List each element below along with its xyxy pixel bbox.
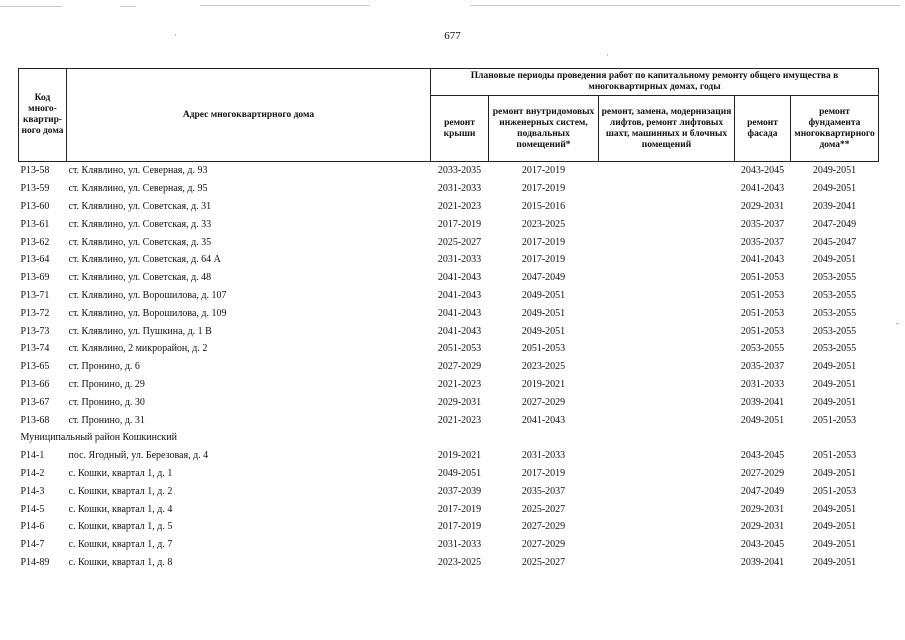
roof-period: 2021-2023 bbox=[437, 200, 482, 212]
foundation-period: 2047-2049 bbox=[812, 218, 857, 230]
house-code: Р13-62 bbox=[20, 236, 50, 248]
table-row bbox=[19, 215, 879, 233]
table-row bbox=[19, 233, 879, 251]
scan-artifact-line bbox=[120, 6, 136, 7]
facade-period: 2053-2055 bbox=[740, 343, 785, 355]
table-row bbox=[19, 554, 879, 572]
lifts-period bbox=[599, 304, 735, 322]
house-address: с. Кошки, квартал 1, д. 1 bbox=[68, 467, 173, 479]
house-address: ст. Пронино, д. 31 bbox=[68, 414, 145, 426]
house-code: Р14-3 bbox=[20, 485, 45, 497]
facade-period: 2041-2043 bbox=[740, 254, 785, 266]
house-code: Р13-60 bbox=[20, 200, 50, 212]
lifts-period bbox=[599, 447, 735, 465]
lifts-period bbox=[599, 465, 735, 483]
house-code: Р13-61 bbox=[20, 218, 50, 230]
roof-period: 2017-2019 bbox=[437, 503, 482, 515]
house-address: ст. Клявлино, ул. Ворошилова, д. 109 bbox=[68, 307, 227, 319]
foundation-period: 2053-2055 bbox=[812, 289, 857, 301]
house-code: Р13-65 bbox=[20, 361, 50, 373]
house-address: ст. Клявлино, ул. Советская, д. 35 bbox=[68, 236, 212, 248]
roof-period: 2041-2043 bbox=[437, 307, 482, 319]
house-code: Р14-2 bbox=[20, 467, 45, 479]
roof-period: 2033-2035 bbox=[437, 165, 482, 177]
facade-period: 2035-2037 bbox=[740, 218, 785, 230]
house-code: Р13-67 bbox=[20, 396, 50, 408]
section-row bbox=[19, 429, 879, 447]
systems-period: 2015-2016 bbox=[521, 200, 566, 212]
lifts-period bbox=[599, 180, 735, 198]
foundation-period: 2053-2055 bbox=[812, 325, 857, 337]
page-number: 677 bbox=[444, 30, 461, 42]
systems-period: 2017-2019 bbox=[521, 165, 566, 177]
lifts-period bbox=[599, 358, 735, 376]
house-code: Р13-72 bbox=[20, 307, 50, 319]
roof-period: 2041-2043 bbox=[437, 272, 482, 284]
foundation-period: 2045-2047 bbox=[812, 236, 857, 248]
table-row bbox=[19, 269, 879, 287]
systems-period: 2027-2029 bbox=[521, 539, 566, 551]
house-code: Р13-74 bbox=[20, 343, 50, 355]
facade-period: 2029-2031 bbox=[740, 521, 785, 533]
roof-period: 2031-2033 bbox=[437, 183, 482, 195]
roof-period: 2037-2039 bbox=[437, 485, 482, 497]
header-address: Адрес многоквартирного дома bbox=[67, 69, 431, 162]
systems-period: 2023-2025 bbox=[521, 218, 566, 230]
lifts-period bbox=[599, 482, 735, 500]
foundation-period: 2049-2051 bbox=[812, 378, 857, 390]
table-row bbox=[19, 500, 879, 518]
systems-period: 2027-2029 bbox=[521, 521, 566, 533]
scan-speck: - bbox=[896, 318, 899, 328]
house-code: Р13-58 bbox=[20, 165, 50, 177]
facade-period: 2049-2051 bbox=[740, 414, 785, 426]
house-code: Р13-68 bbox=[20, 414, 50, 426]
table-row bbox=[19, 447, 879, 465]
lifts-period bbox=[599, 518, 735, 536]
table-row bbox=[19, 322, 879, 340]
roof-period: 2025-2027 bbox=[437, 236, 482, 248]
facade-period: 2035-2037 bbox=[740, 236, 785, 248]
lifts-period bbox=[599, 536, 735, 554]
table-row bbox=[19, 536, 879, 554]
foundation-period: 2051-2053 bbox=[812, 450, 857, 462]
roof-period: 2031-2033 bbox=[437, 254, 482, 266]
foundation-period: 2049-2051 bbox=[812, 467, 857, 479]
facade-period: 2039-2041 bbox=[740, 396, 785, 408]
systems-period: 2023-2025 bbox=[521, 361, 566, 373]
facade-period: 2043-2045 bbox=[740, 539, 785, 551]
header-foundation: ремонт фундамента многоквартирного дома** bbox=[791, 96, 879, 162]
foundation-period: 2049-2051 bbox=[812, 539, 857, 551]
facade-period: 2035-2037 bbox=[740, 361, 785, 373]
foundation-period: 2049-2051 bbox=[812, 165, 857, 177]
house-address: с. Кошки, квартал 1, д. 2 bbox=[68, 485, 173, 497]
facade-period: 2051-2053 bbox=[740, 307, 785, 319]
house-address: ст. Клявлино, ул. Пушкина, д. 1 В bbox=[68, 325, 212, 337]
roof-period: 2023-2025 bbox=[437, 556, 482, 568]
house-address: с. Кошки, квартал 1, д. 7 bbox=[68, 539, 173, 551]
systems-period: 2027-2029 bbox=[521, 396, 566, 408]
house-address: ст. Клявлино, 2 микрорайон, д. 2 bbox=[68, 343, 208, 355]
house-address: ст. Клявлино, ул. Советская, д. 33 bbox=[68, 218, 212, 230]
house-code: Р13-66 bbox=[20, 378, 50, 390]
house-code: Р14-6 bbox=[20, 521, 45, 533]
house-address: с. Кошки, квартал 1, д. 8 bbox=[68, 556, 173, 568]
house-code: Р13-71 bbox=[20, 289, 50, 301]
foundation-period: 2049-2051 bbox=[812, 503, 857, 515]
roof-period: 2029-2031 bbox=[437, 396, 482, 408]
table-row bbox=[19, 162, 879, 180]
facade-period: 2029-2031 bbox=[740, 200, 785, 212]
lifts-period bbox=[599, 269, 735, 287]
lifts-period bbox=[599, 322, 735, 340]
header-code: Код много-квартир-ного дома bbox=[19, 69, 67, 162]
facade-period: 2041-2043 bbox=[740, 183, 785, 195]
systems-period: 2019-2021 bbox=[521, 378, 566, 390]
table-row bbox=[19, 304, 879, 322]
facade-period: 2047-2049 bbox=[740, 485, 785, 497]
house-code: Р13-73 bbox=[20, 325, 50, 337]
foundation-period: 2053-2055 bbox=[812, 272, 857, 284]
house-address: ст. Клявлино, ул. Советская, д. 64 А bbox=[68, 254, 221, 266]
facade-period: 2051-2053 bbox=[740, 289, 785, 301]
table-row bbox=[19, 180, 879, 198]
table-row bbox=[19, 518, 879, 536]
facade-period: 2039-2041 bbox=[740, 556, 785, 568]
lifts-period bbox=[599, 411, 735, 429]
foundation-period: 2051-2053 bbox=[812, 414, 857, 426]
lifts-period bbox=[599, 376, 735, 394]
capital-repair-table bbox=[18, 68, 879, 571]
house-code: Р13-59 bbox=[20, 183, 50, 195]
foundation-period: 2049-2051 bbox=[812, 361, 857, 373]
table-row bbox=[19, 482, 879, 500]
systems-period: 2049-2051 bbox=[521, 307, 566, 319]
roof-period: 2017-2019 bbox=[437, 218, 482, 230]
systems-period: 2041-2043 bbox=[521, 414, 566, 426]
table-row bbox=[19, 287, 879, 305]
table-row bbox=[19, 340, 879, 358]
systems-period: 2051-2053 bbox=[521, 343, 566, 355]
roof-period: 2049-2051 bbox=[437, 467, 482, 479]
facade-period: 2043-2045 bbox=[740, 165, 785, 177]
table-row bbox=[19, 358, 879, 376]
foundation-period: 2049-2051 bbox=[812, 556, 857, 568]
header-periods-title: Плановые периоды проведения работ по капитальному ремонту общего имущества в многоквартирных домах, годы bbox=[431, 69, 879, 96]
house-code: Р13-64 bbox=[20, 254, 50, 266]
facade-period: 2029-2031 bbox=[740, 503, 785, 515]
roof-period: 2017-2019 bbox=[437, 521, 482, 533]
table-row bbox=[19, 198, 879, 216]
facade-period: 2043-2045 bbox=[740, 450, 785, 462]
foundation-period: 2049-2051 bbox=[812, 396, 857, 408]
systems-period: 2025-2027 bbox=[521, 503, 566, 515]
house-code: Р13-69 bbox=[20, 272, 50, 284]
foundation-period: 2051-2053 bbox=[812, 485, 857, 497]
lifts-period bbox=[599, 215, 735, 233]
lifts-period bbox=[599, 233, 735, 251]
house-code: Р14-89 bbox=[20, 556, 50, 568]
lifts-period bbox=[599, 162, 735, 180]
header-engineering-systems: ремонт внутридомовых инженерных систем, подвальных помещений* bbox=[489, 96, 599, 162]
lifts-period bbox=[599, 198, 735, 216]
foundation-period: 2053-2055 bbox=[812, 307, 857, 319]
lifts-period bbox=[599, 393, 735, 411]
table-row bbox=[19, 393, 879, 411]
systems-period: 2049-2051 bbox=[521, 289, 566, 301]
facade-period: 2051-2053 bbox=[740, 272, 785, 284]
house-address: ст. Клявлино, ул. Северная, д. 95 bbox=[68, 183, 208, 195]
systems-period: 2017-2019 bbox=[521, 236, 566, 248]
house-code: Р14-7 bbox=[20, 539, 45, 551]
systems-period: 2017-2019 bbox=[521, 467, 566, 479]
roof-period: 2019-2021 bbox=[437, 450, 482, 462]
table-row bbox=[19, 411, 879, 429]
lifts-period bbox=[599, 340, 735, 358]
table-body bbox=[19, 162, 879, 572]
systems-period: 2017-2019 bbox=[521, 254, 566, 266]
scan-artifact-line bbox=[0, 6, 62, 7]
table-row bbox=[19, 465, 879, 483]
foundation-period: 2053-2055 bbox=[812, 343, 857, 355]
roof-period: 2031-2033 bbox=[437, 539, 482, 551]
house-address: пос. Ягодный, ул. Березовая, д. 4 bbox=[68, 450, 209, 462]
house-address: ст. Пронино, д. 29 bbox=[68, 378, 145, 390]
lifts-period bbox=[599, 554, 735, 572]
foundation-period: 2049-2051 bbox=[812, 521, 857, 533]
house-address: ст. Клявлино, ул. Советская, д. 31 bbox=[68, 200, 212, 212]
roof-period: 2021-2023 bbox=[437, 414, 482, 426]
house-address: ст. Клявлино, ул. Советская, д. 48 bbox=[68, 272, 212, 284]
systems-period: 2049-2051 bbox=[521, 325, 566, 337]
house-address: ст. Клявлино, ул. Ворошилова, д. 107 bbox=[68, 289, 227, 301]
systems-period: 2031-2033 bbox=[521, 450, 566, 462]
lifts-period bbox=[599, 500, 735, 518]
house-code: Р14-5 bbox=[20, 503, 45, 515]
scan-speck: · bbox=[174, 30, 177, 40]
facade-period: 2051-2053 bbox=[740, 325, 785, 337]
table-row bbox=[19, 251, 879, 269]
roof-period: 2051-2053 bbox=[437, 343, 482, 355]
header-lifts: ремонт, замена, модернизация лифтов, ремонт лифтовых шахт, машинных и блочных помещений bbox=[599, 96, 735, 162]
systems-period: 2025-2027 bbox=[521, 556, 566, 568]
scan-artifact-line bbox=[200, 5, 370, 6]
systems-period: 2047-2049 bbox=[521, 272, 566, 284]
house-address: ст. Пронино, д. 30 bbox=[68, 396, 145, 408]
house-code: Р14-1 bbox=[20, 450, 45, 462]
district-heading: Муниципальный район Кошкинский bbox=[20, 432, 177, 444]
table-row bbox=[19, 376, 879, 394]
lifts-period bbox=[599, 287, 735, 305]
house-address: с. Кошки, квартал 1, д. 5 bbox=[68, 521, 173, 533]
facade-period: 2027-2029 bbox=[740, 467, 785, 479]
foundation-period: 2049-2051 bbox=[812, 254, 857, 266]
scan-speck: · bbox=[606, 50, 609, 60]
facade-period: 2031-2033 bbox=[740, 378, 785, 390]
roof-period: 2041-2043 bbox=[437, 325, 482, 337]
house-address: ст. Пронино, д. 6 bbox=[68, 361, 140, 373]
foundation-period: 2039-2041 bbox=[812, 200, 857, 212]
scan-artifact-line bbox=[470, 5, 900, 6]
roof-period: 2041-2043 bbox=[437, 289, 482, 301]
roof-period: 2021-2023 bbox=[437, 378, 482, 390]
foundation-period: 2049-2051 bbox=[812, 183, 857, 195]
house-address: ст. Клявлино, ул. Северная, д. 93 bbox=[68, 165, 208, 177]
roof-period: 2027-2029 bbox=[437, 361, 482, 373]
header-roof: ремонт крыши bbox=[431, 96, 489, 162]
header-facade: ремонт фасада bbox=[735, 96, 791, 162]
house-address: с. Кошки, квартал 1, д. 4 bbox=[68, 503, 173, 515]
systems-period: 2035-2037 bbox=[521, 485, 566, 497]
lifts-period bbox=[599, 251, 735, 269]
systems-period: 2017-2019 bbox=[521, 183, 566, 195]
